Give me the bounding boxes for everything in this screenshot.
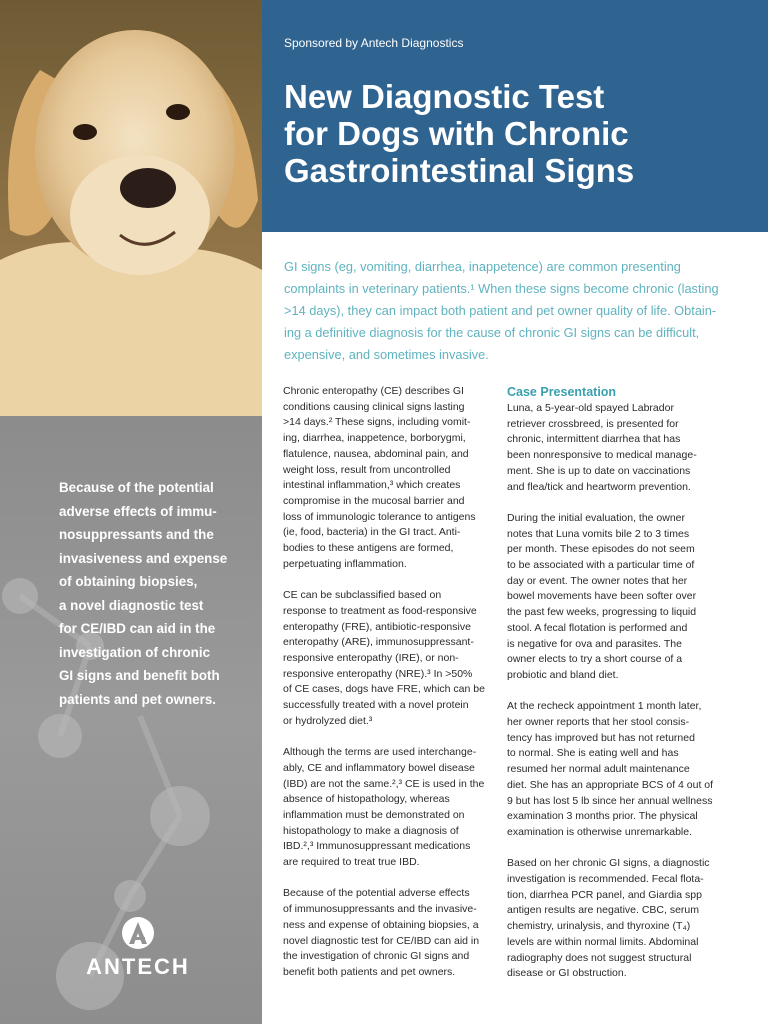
text-line: loss of immunologic tolerance to antigens <box>283 510 476 523</box>
header-banner <box>262 0 768 232</box>
text-line: ably, CE and inflammatory bowel disease <box>283 761 475 774</box>
title-line: for Dogs with Chronic <box>284 115 629 152</box>
pull-quote-line: nosuppressants and the <box>59 527 214 542</box>
case-presentation-heading: Case Presentation <box>507 385 617 399</box>
text-line: and flea/tick and heartworm prevention. <box>507 480 691 493</box>
text-line: conditions causing clinical signs lasting <box>283 400 465 413</box>
text-line: diet. She has an appropriate BCS of 4 out of <box>507 778 714 791</box>
text-line: IBD.²,³ Immunosuppressant medications <box>283 840 471 853</box>
text-line: to be associated with a particular time of <box>507 559 695 572</box>
text-line: examination is otherwise unremarkable. <box>507 825 693 838</box>
text-line: Based on her chronic GI signs, a diagnostic <box>507 857 710 870</box>
text-line: bodies to these antigens are formed, <box>283 542 454 555</box>
text-line: (IBD) are not the same.²,³ CE is used in the <box>283 777 485 790</box>
pull-quote-line: GI signs and benefit both <box>59 668 220 683</box>
text-line: are required to treat true IBD. <box>283 856 420 869</box>
text-line: notes that Luna vomits bile 2 to 3 times <box>507 527 690 540</box>
pull-quote-line: of obtaining biopsies, <box>59 574 198 589</box>
text-line: antigen results are negative. CBC, serum <box>507 904 700 917</box>
paragraph-ce-vs-ibd <box>283 745 491 871</box>
page-title <box>284 78 634 189</box>
paragraph-diagnostic-investigation <box>507 856 712 982</box>
pull-quote <box>59 476 239 711</box>
text-line: investigation is recommended. Fecal flota- <box>507 873 704 886</box>
text-line: radiography does not suggest structural <box>507 951 692 964</box>
text-line: novel diagnostic test for CE/IBD can aid in <box>283 934 480 947</box>
text-line: of immunosuppressants and the invasive- <box>283 903 477 916</box>
intro-line: ing a definitive diagnosis for the cause of chronic GI signs can be difficult, <box>284 325 700 340</box>
paragraph-novel-test <box>283 886 491 980</box>
pull-quote-line: investigation of chronic <box>59 644 211 660</box>
text-line: per month. These episodes do not seem <box>507 543 695 556</box>
text-line: Because of the potential adverse effects <box>283 887 470 900</box>
text-line: successfully treated with a novel protein <box>283 699 469 712</box>
antech-logo-text: ANTECH <box>86 954 190 979</box>
text-line: CE can be subclassified based on <box>283 589 442 602</box>
pull-quote-line: a novel diagnostic test <box>59 597 204 613</box>
body-column-right <box>507 384 712 998</box>
paragraph-ce-definition <box>283 384 491 572</box>
title-line: New Diagnostic Test <box>284 78 605 115</box>
text-line: owner elects to try a short course of a <box>507 653 683 666</box>
text-line: intestinal inflammation,³ which creates <box>283 479 461 492</box>
text-line: resumed her normal adult maintenance <box>507 763 690 776</box>
text-line: of CE cases, dogs have FRE, which can be <box>283 683 485 696</box>
text-line: compromise in the mucosal barrier and <box>283 494 465 507</box>
paragraph-recheck <box>507 699 712 840</box>
text-line: examination 3 months prior. The physical <box>507 810 698 823</box>
text-line: responsive enteropathy (IRE), or non- <box>283 651 459 664</box>
text-line: chronic, intermittent diarrhea that has <box>507 433 681 446</box>
text-line: the investigation of chronic GI signs and <box>283 950 470 963</box>
pull-quote-line: patients and pet owners. <box>59 691 216 707</box>
text-line: Although the terms are used interchange- <box>283 746 477 759</box>
text-line: ness and expense of obtaining biopsies, a <box>283 918 479 931</box>
text-line: benefit both patients and pet owners. <box>283 965 456 978</box>
dog-photo <box>0 0 262 416</box>
sidebar-panel <box>0 416 262 1024</box>
pull-quote-line: Because of the potential <box>59 480 214 495</box>
text-line: or hydrolyzed diet.³ <box>283 714 373 727</box>
pull-quote-line: for CE/IBD can aid in the <box>59 621 216 636</box>
text-line: histopathology to make a diagnosis of <box>283 824 459 837</box>
text-line: (ie, food, bacteria) in the GI tract. Anti- <box>283 526 461 539</box>
text-line: responsive enteropathy (NRE).³ In >50% <box>283 667 473 680</box>
paragraph-ce-subclass <box>283 588 491 729</box>
text-line: ing, diarrhea, inappetence, borborygmi, <box>283 432 466 445</box>
text-line: stool. A fecal flotation is performed and <box>507 621 688 634</box>
paragraph-luna-intro <box>507 401 712 495</box>
text-line: is negative for ova and parasites. The <box>507 637 682 650</box>
sponsor-line: Sponsored by Antech Diagnostics <box>284 36 464 50</box>
intro-line: >14 days), they can impact both patient and pet owner quality of life. Obtain- <box>284 303 717 318</box>
antech-logo <box>78 916 198 986</box>
text-line: perpetuating inflammation. <box>283 557 407 570</box>
text-line: absence of histopathology, whereas <box>283 793 450 806</box>
text-line: chemistry, urinalysis, and thyroxine (T₄) <box>507 920 691 933</box>
text-line: At the recheck appointment 1 month later, <box>507 700 702 713</box>
intro-paragraph <box>284 256 754 366</box>
text-line: Luna, a 5-year-old spayed Labrador <box>507 402 674 414</box>
dog-illustration <box>0 0 262 416</box>
text-line: probiotic and bland diet. <box>507 668 619 681</box>
text-line: Chronic enteropathy (CE) describes GI <box>283 385 464 397</box>
text-line: tency has improved but has not returned <box>507 731 695 744</box>
intro-line: expensive, and sometimes invasive. <box>284 347 489 362</box>
text-line: weight loss, result from uncontrolled <box>283 463 451 476</box>
text-line: day or event. The owner notes that her <box>507 574 688 587</box>
text-line: response to treatment as food-responsive <box>283 604 477 617</box>
text-line: enteropathy (FRE), antibiotic-responsive <box>283 620 471 633</box>
text-line: During the initial evaluation, the owner <box>507 511 686 524</box>
text-line: been nonresponsive to medical manage- <box>507 449 697 462</box>
text-line: enteropathy (ARE), immunosuppressant- <box>283 636 474 649</box>
pull-quote-line: adverse effects of immu- <box>59 503 217 519</box>
text-line: levels are within normal limits. Abdominal <box>507 935 699 948</box>
text-line: >14 days.² These signs, including vomit- <box>283 416 471 429</box>
intro-line: complaints in veterinary patients.¹ When these signs become chronic (lasting <box>284 281 719 296</box>
text-line: tion, diarrhea PCR panel, and Giardia spp <box>507 888 702 901</box>
paragraph-initial-evaluation <box>507 511 712 684</box>
text-line: retriever crossbreed, is presented for <box>507 417 679 430</box>
body-column-left <box>283 384 491 996</box>
text-line: disease or GI obstruction. <box>507 967 627 980</box>
text-line: bowel movements have been softer over <box>507 590 697 603</box>
text-line: to normal. She is eating well and has <box>507 747 679 760</box>
text-line: flatulence, nausea, abdominal pain, and <box>283 447 469 460</box>
text-line: ment. She is up to date on vaccinations <box>507 464 691 477</box>
text-line: the past few weeks, progressing to liquid <box>507 606 697 619</box>
title-line: Gastrointestinal Signs <box>284 152 635 189</box>
pull-quote-line: invasiveness and expense <box>59 550 228 566</box>
antech-logo-icon <box>78 916 198 952</box>
text-line: her owner reports that her stool consis- <box>507 716 690 729</box>
intro-line: GI signs (eg, vomiting, diarrhea, inappetence) are common presenting <box>284 259 681 274</box>
text-line: 9 but has lost 5 lb since her annual wellness <box>507 794 713 807</box>
text-line: inflammation must be demonstrated on <box>283 808 465 821</box>
